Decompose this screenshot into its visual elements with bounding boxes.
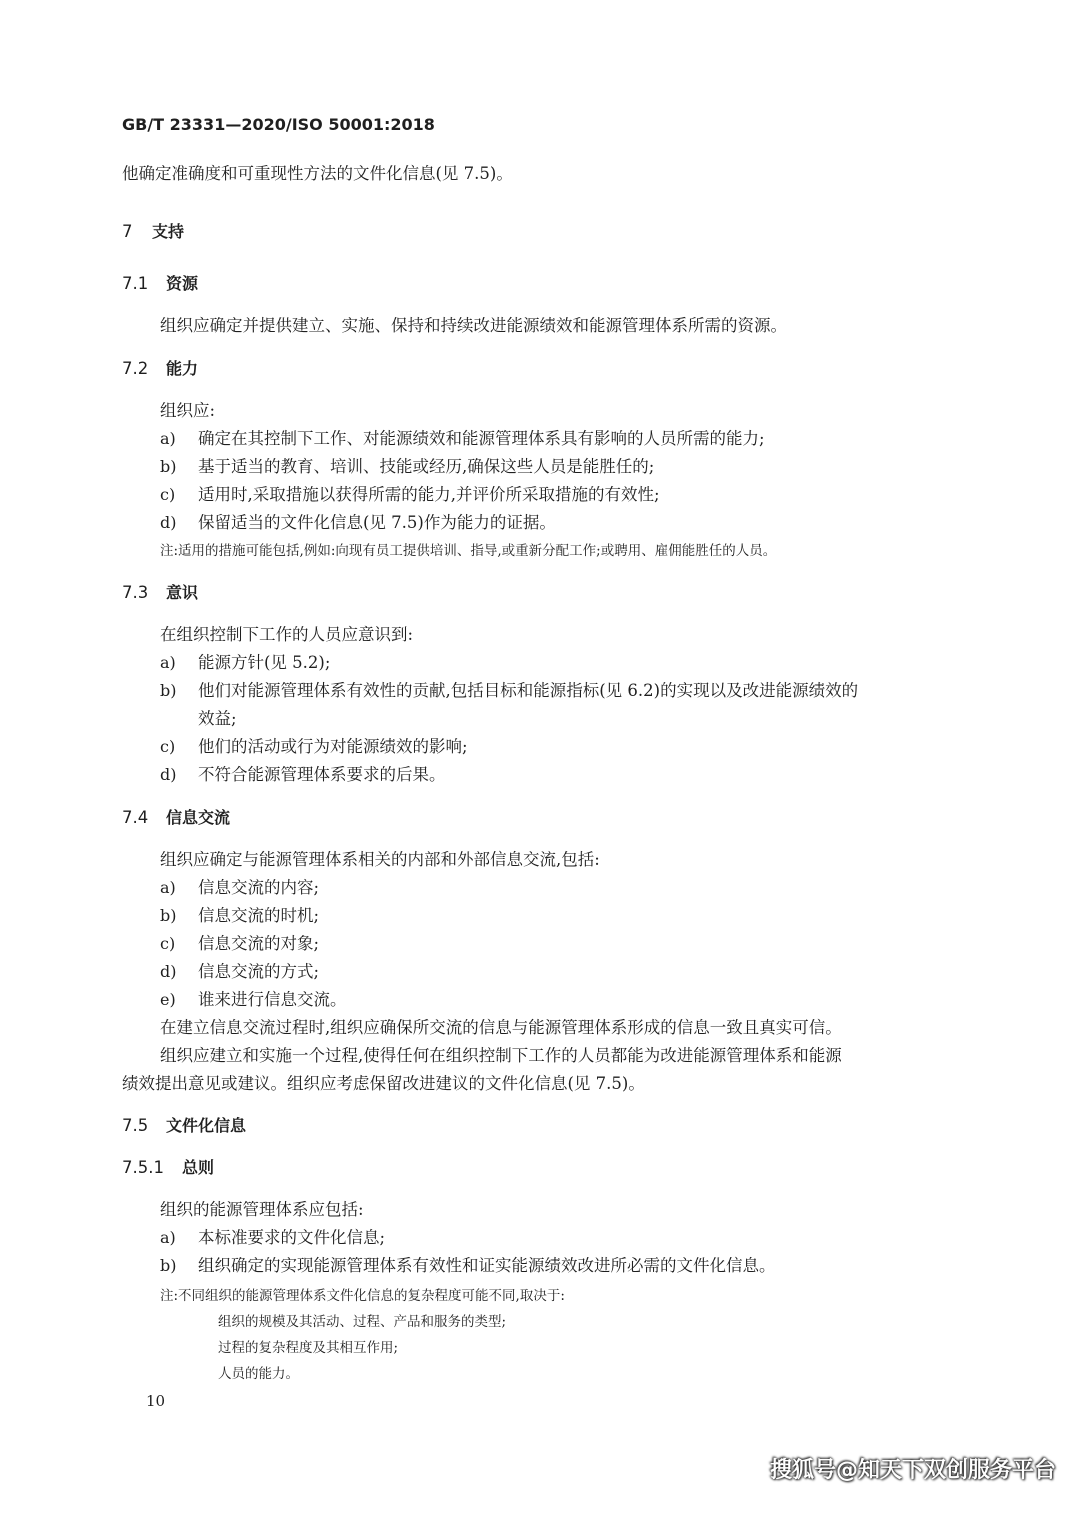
list-item: 信息交流的方式; — [198, 962, 320, 981]
section-7-5-1-number: 7.5.1 — [122, 1158, 164, 1177]
list-marker: e) — [160, 990, 176, 1009]
list-item: 他们对能源管理体系有效性的贡献,包括目标和能源指标(见 6.2)的实现以及改进能源绩效的 — [198, 681, 859, 700]
list-marker: d) — [160, 765, 177, 784]
section-7-4-lead: 组织应确定与能源管理体系相关的内部和外部信息交流,包括: — [160, 850, 600, 869]
list-item: 能源方针(见 5.2); — [198, 653, 331, 672]
list-item: 适用时,采取措施以获得所需的能力,并评价所采取措施的有效性; — [198, 485, 660, 504]
section-7-5-title: 文件化信息 — [166, 1116, 247, 1135]
list-marker: d) — [160, 962, 177, 981]
list-marker: c) — [160, 934, 176, 953]
list-marker: b) — [160, 1256, 177, 1275]
section-7-4-paragraph-1: 在建立信息交流过程时,组织应确保所交流的信息与能源管理体系形成的信息一致且真实可信。 — [160, 1018, 842, 1037]
list-marker: b) — [160, 681, 177, 700]
list-marker: a) — [160, 878, 176, 897]
section-7-1-paragraph: 组织应确定并提供建立、实施、保持和持续改进能源绩效和能源管理体系所需的资源。 — [160, 316, 787, 335]
section-7-3-title: 意识 — [166, 583, 199, 602]
page-number: 10 — [146, 1392, 166, 1410]
section-7-2-number: 7.2 — [122, 359, 149, 378]
section-7-3-number: 7.3 — [122, 583, 149, 602]
list-item: 基于适当的教育、培训、技能或经历,确保这些人员是能胜任的; — [198, 457, 655, 476]
list-item: 组织确定的实现能源管理体系有效性和证实能源绩效改进所必需的文件化信息。 — [198, 1256, 776, 1275]
list-item: 保留适当的文件化信息(见 7.5)作为能力的证据。 — [198, 513, 556, 532]
section-7-1-title: 资源 — [166, 274, 199, 293]
list-item: 信息交流的对象; — [198, 934, 320, 953]
list-marker: c) — [160, 485, 176, 504]
standard-code: GB/T 23331—2020/ISO 50001:2018 — [122, 115, 435, 134]
list-item: 他们的活动或行为对能源绩效的影响; — [198, 737, 468, 756]
list-marker: c) — [160, 737, 176, 756]
list-marker: a) — [160, 653, 176, 672]
list-item-continuation: 效益; — [198, 709, 237, 728]
note-sub-item: 组织的规模及其活动、过程、产品和服务的类型; — [218, 1314, 507, 1330]
list-item: 信息交流的时机; — [198, 906, 320, 925]
list-item: 信息交流的内容; — [198, 878, 320, 897]
section-7-5-1-lead: 组织的能源管理体系应包括: — [160, 1200, 364, 1219]
section-7-4-title: 信息交流 — [166, 808, 231, 827]
list-marker: a) — [160, 1228, 176, 1247]
section-7-2-title: 能力 — [166, 359, 199, 378]
section-7-5-1-title: 总则 — [182, 1158, 215, 1177]
section-7-title: 支持 — [152, 222, 185, 241]
note-sub-item: 过程的复杂程度及其相互作用; — [218, 1340, 399, 1356]
list-marker: a) — [160, 429, 176, 448]
list-marker: b) — [160, 906, 177, 925]
section-7-5-number: 7.5 — [122, 1116, 149, 1135]
section-7-4-paragraph-2: 组织应建立和实施一个过程,使得任何在组织控制下工作的人员都能为改进能源管理体系和能源 — [160, 1046, 842, 1065]
list-item: 本标准要求的文件化信息; — [198, 1228, 386, 1247]
section-7-2-note: 注:适用的措施可能包括,例如:向现有员工提供培训、指导,或重新分配工作;或聘用、雇佣能胜任的人员。 — [160, 543, 777, 559]
list-item: 确定在其控制下工作、对能源绩效和能源管理体系具有影响的人员所需的能力; — [198, 429, 765, 448]
section-7-4-paragraph-2-cont: 绩效提出意见或建议。组织应考虑保留改进建议的文件化信息(见 7.5)。 — [122, 1074, 645, 1093]
list-item: 谁来进行信息交流。 — [198, 990, 347, 1009]
section-7-2-lead: 组织应: — [160, 401, 216, 420]
section-7-5-1-note: 注:不同组织的能源管理体系文件化信息的复杂程度可能不同,取决于: — [160, 1288, 565, 1304]
list-marker: d) — [160, 513, 177, 532]
note-sub-item: 人员的能力。 — [218, 1366, 299, 1382]
section-7-4-number: 7.4 — [122, 808, 149, 827]
section-7-1-number: 7.1 — [122, 274, 149, 293]
list-item: 不符合能源管理体系要求的后果。 — [198, 765, 446, 784]
section-7-number: 7 — [122, 222, 133, 241]
list-marker: b) — [160, 457, 177, 476]
watermark: 搜狐号@知天下双创服务平台 — [769, 1458, 1056, 1483]
intro-paragraph: 他确定准确度和可重现性方法的文件化信息(见 7.5)。 — [122, 164, 513, 183]
section-7-3-lead: 在组织控制下工作的人员应意识到: — [160, 625, 414, 644]
